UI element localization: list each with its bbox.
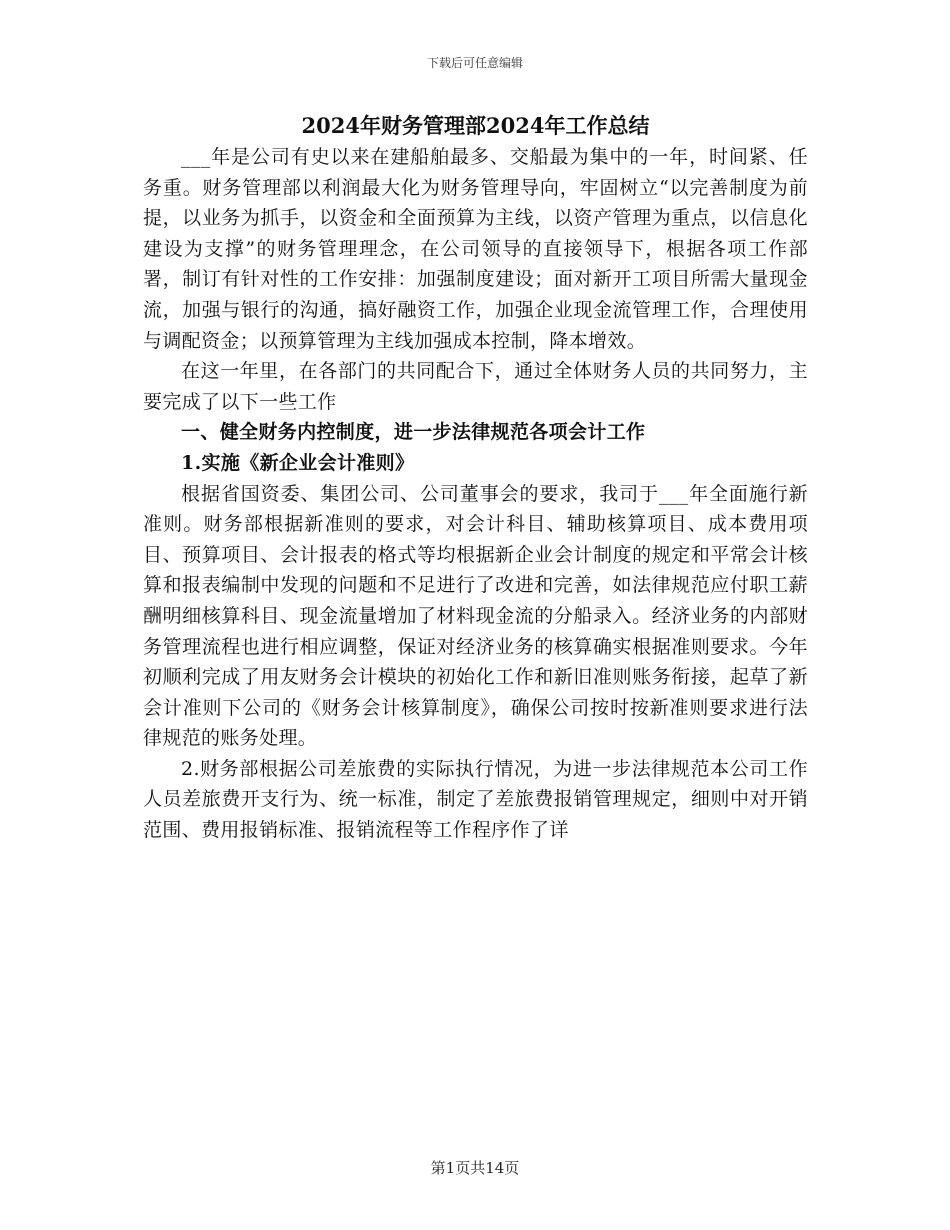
subsection-1-paragraph: 根据省国资委、集团公司、公司董事会的要求，我司于___年全面施行新准则。财务部根据新准则的要求，对会计科目、辅助核算项目、成本费用项目、预算项目、会计报表的格式等均根据新企业会计制度的规定和平常会计核算和报表编制中发现的问题和不足进行了改进和完善，如法律规范应付职工薪酬明细核算科目、现金流量增加了材料现金流的分船录入。经济业务的内部财务管理流程也进行相应调整，保证对经济业务的核算确实根据准则要求。今年初顺利完成了用友财务会计模块的初始化工作和新旧准则账务衔接，起草了新会计准则下公司的《财务会计核算制度》，确保公司按时按新准则要求进行法律规范的账务处理。 xyxy=(143,482,808,750)
header-note: 下载后可任意编辑 xyxy=(426,56,523,70)
page-number: 第1页共14页 xyxy=(430,1159,520,1177)
summary-paragraph: 在这一年里，在各部门的共同配合下，通过全体财务人员的共同努力，主要完成了以下一些工作 xyxy=(143,360,808,413)
document-body xyxy=(143,112,808,846)
document-title: 2024年财务管理部2024年工作总结 xyxy=(301,113,650,138)
section-heading-1: 一、健全财务内控制度，进一步法律规范各项会计工作 xyxy=(181,421,646,444)
subsection-heading-1: 1.实施《新企业会计准则》 xyxy=(181,451,415,474)
item-2-paragraph: 2.财务部根据公司差旅费的实际执行情况，为进一步法律规范本公司工作人员差旅费开支行为、统一标准，制定了差旅费报销管理规定，细则中对开销范围、费用报销标准、报销流程等工作程序作了详 xyxy=(143,757,808,842)
intro-paragraph: ___年是公司有史以来在建船舶最多、交船最为集中的一年，时间紧、任务重。财务管理部以利润最大化为财务管理导向，牢固树立“以完善制度为前提，以业务为抓手，以资金和全面预算为主线，以资产管理为重点，以信息化建设为支撑”的财务管理理念，在公司领导的直接领导下，根据各项工作部署，制订有针对性的工作安排：加强制度建设；面对新开工项目所需大量现金流，加强与银行的沟通，搞好融资工作，加强企业现金流管理工作，合理使用与调配资金；以预算管理为主线加强成本控制，降本增效。 xyxy=(143,146,808,352)
